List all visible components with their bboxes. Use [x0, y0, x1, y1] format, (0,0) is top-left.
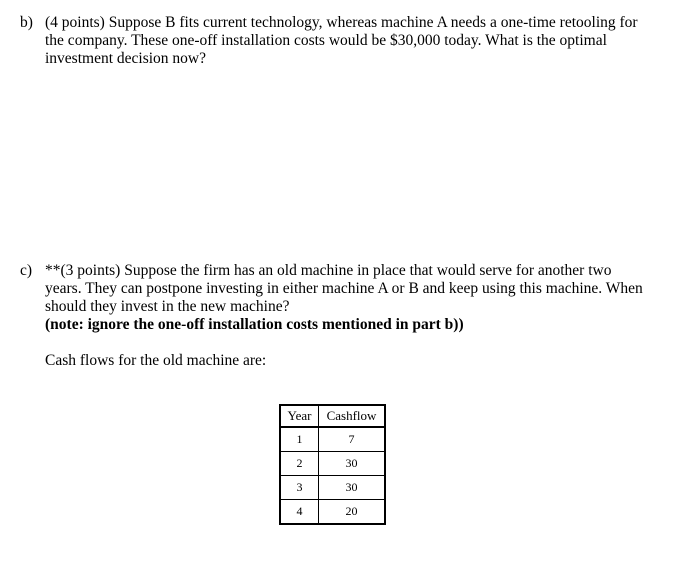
table-row	[280, 427, 385, 452]
cell-cashflow: 7	[319, 427, 386, 452]
table-header-row	[280, 405, 385, 427]
question-c-marker: c)	[20, 262, 33, 279]
header-year: Year	[280, 405, 319, 427]
table-row	[280, 500, 385, 525]
cell-cashflow: 30	[319, 452, 386, 476]
cell-year: 2	[280, 452, 319, 476]
question-c	[20, 262, 650, 334]
question-b	[20, 14, 650, 68]
header-cashflow: Cashflow	[319, 405, 386, 427]
cell-year: 3	[280, 476, 319, 500]
cell-cashflow: 30	[319, 476, 386, 500]
cell-year: 1	[280, 427, 319, 452]
question-c-text: **(3 points) Suppose the firm has an old machine in place that would serve for another two years. They can postpone investing in either machine A or B and keep using this machine. When should they invest in the new machine?	[45, 262, 643, 315]
question-b-marker: b)	[20, 14, 33, 31]
table-row	[280, 452, 385, 476]
cashflow-table	[279, 404, 386, 525]
cash-flows-intro: Cash flows for the old machine are:	[45, 352, 267, 369]
question-b-text: (4 points) Suppose B fits current technology, whereas machine A needs a one-time retooling for the company. These one-off installation costs would be $30,000 today. What is the optimal investment decision now?	[45, 14, 638, 67]
question-c-note: (note: ignore the one-off installation costs mentioned in part b))	[45, 316, 464, 333]
cell-year: 4	[280, 500, 319, 525]
table-row	[280, 476, 385, 500]
cell-cashflow: 20	[319, 500, 386, 525]
